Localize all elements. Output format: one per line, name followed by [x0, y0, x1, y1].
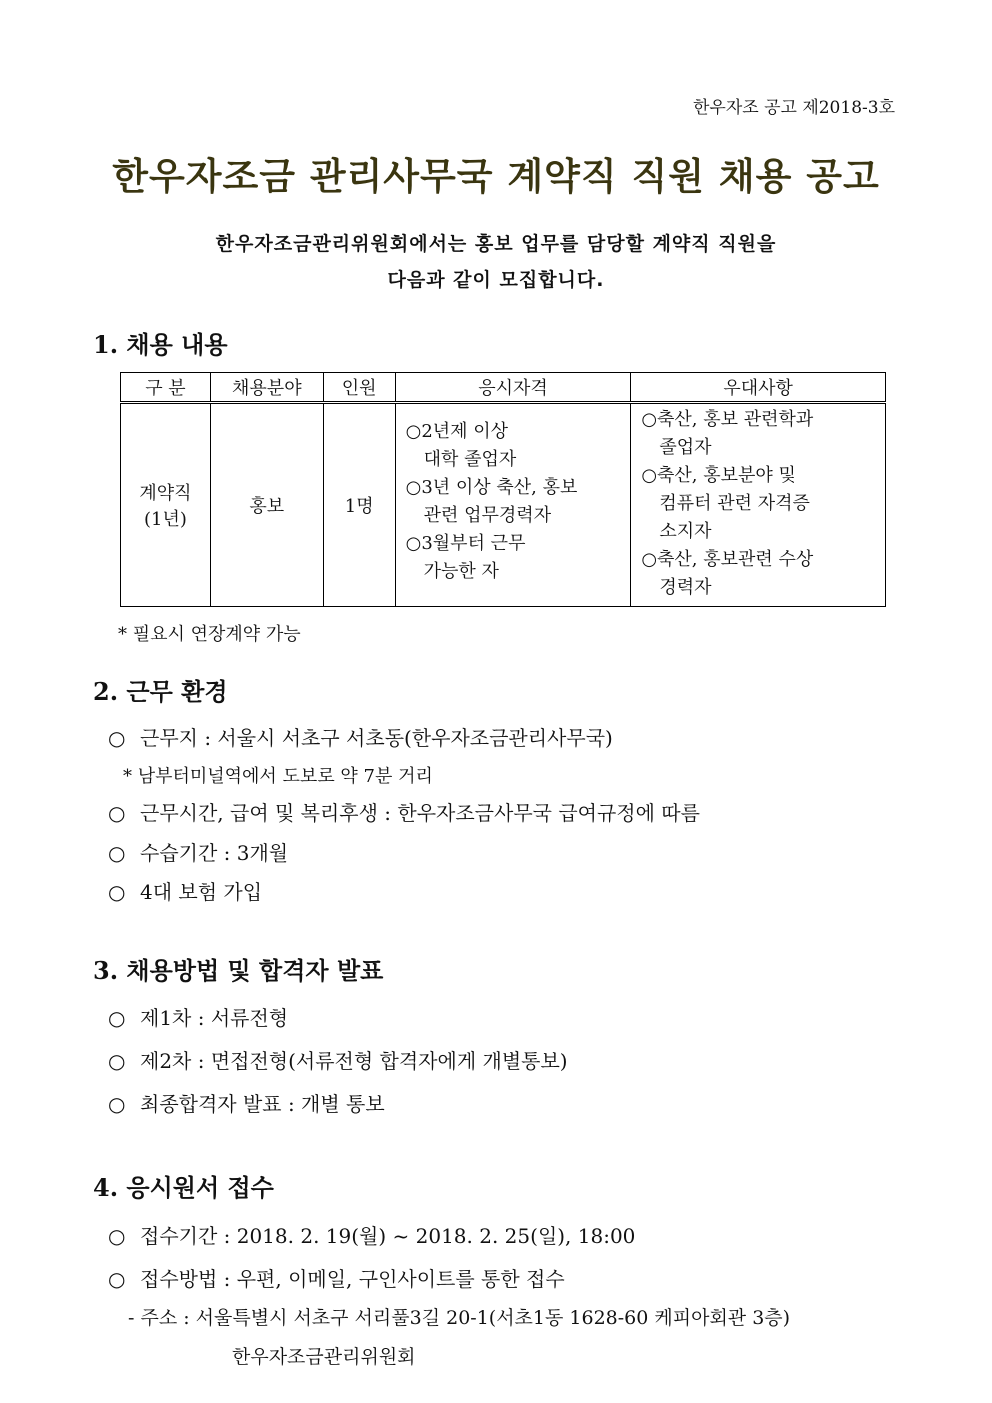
preference-2-cont-2: 소지자	[659, 521, 712, 542]
header-category: 구 분	[121, 373, 211, 403]
preference-2-cont-1: 컴퓨터 관련 자격증	[659, 493, 810, 514]
section2-item	[108, 876, 262, 905]
header-count: 인원	[323, 373, 395, 403]
section3-item-text: 제1차 : 서류전형	[140, 1006, 289, 1030]
section4-heading: 4. 응시원서 접수	[93, 1173, 274, 1202]
section3-item-text: 최종합격자 발표 : 개별 통보	[140, 1092, 385, 1116]
section3-item	[108, 1045, 568, 1074]
section1-heading: 1. 채용 내용	[93, 330, 228, 359]
bullet: ○	[108, 1049, 126, 1073]
category-line-1: 계약직	[139, 483, 192, 504]
qualification-3-cont: 가능한 자	[423, 561, 499, 582]
category-line-2: (1년)	[144, 509, 187, 530]
header-field: 채용분야	[210, 373, 323, 403]
qualification-1: ○2년제 이상	[405, 421, 509, 442]
section2-item	[108, 797, 700, 826]
header-preferences: 우대사항	[631, 373, 886, 403]
bullet: ○	[108, 880, 126, 904]
section2-item-text: 4대 보험 가입	[140, 880, 263, 904]
section2-heading: 2. 근무 환경	[93, 677, 228, 706]
section4-item	[108, 1220, 635, 1249]
section2-note: * 남부터미널역에서 도보로 약 7분 거리	[123, 766, 433, 787]
bullet: ○	[108, 1224, 126, 1248]
bullet: ○	[108, 1006, 126, 1030]
table-header-row	[121, 373, 886, 403]
section3-heading: 3. 채용방법 및 합격자 발표	[93, 956, 384, 985]
section3-item-text: 제2차 : 면접전형(서류전형 합격자에게 개별통보)	[140, 1049, 568, 1073]
cell-category	[121, 403, 211, 607]
preference-3-cont: 경력자	[659, 577, 712, 598]
section4-item-text: 접수기간 : 2018. 2. 19(월) ~ 2018. 2. 25(일), 18:00	[140, 1224, 636, 1248]
section2-item	[108, 837, 288, 866]
document-number: 한우자조 공고 제2018-3호	[692, 98, 895, 118]
bullet: ○	[108, 841, 126, 865]
section3-item	[108, 1088, 385, 1117]
qualification-1-cont: 대학 졸업자	[423, 449, 517, 470]
bullet: ○	[108, 1092, 126, 1116]
intro-line-2: 다음과 같이 모집합니다.	[387, 269, 605, 291]
intro-text	[0, 226, 992, 298]
bullet: ○	[108, 726, 126, 750]
section2-item-text: 수습기간 : 3개월	[140, 841, 289, 865]
section2-item	[108, 722, 613, 751]
qualification-2: ○3년 이상 축산, 홍보	[405, 477, 578, 498]
cell-field: 홍보	[210, 403, 323, 607]
qualification-2-cont: 관련 업무경력자	[423, 505, 552, 526]
section2-item-text: 근무시간, 급여 및 복리후생 : 한우자조금사무국 급여규정에 따름	[140, 801, 700, 825]
section3-item	[108, 1002, 288, 1031]
preference-2: ○축산, 홍보분야 및	[641, 465, 796, 486]
header-qualifications: 응시자격	[395, 373, 631, 403]
cell-count: 1명	[323, 403, 395, 607]
table-row	[121, 403, 886, 607]
bullet: ○	[108, 1267, 126, 1291]
page-title: 한우자조금 관리사무국 계약직 직원 채용 공고	[112, 155, 880, 198]
recipient-line: 한우자조금관리위원회	[232, 1346, 416, 1368]
section1-note: * 필요시 연장계약 가능	[118, 624, 301, 645]
section2-item-text: 근무지 : 서울시 서초구 서초동(한우자조금관리사무국)	[140, 726, 613, 750]
section4-item	[108, 1263, 565, 1292]
bullet: ○	[108, 801, 126, 825]
cell-preferences	[631, 403, 886, 607]
qualification-3: ○3월부터 근무	[405, 533, 526, 554]
cell-qualifications	[395, 403, 631, 607]
intro-line-1: 한우자조금관리위원회에서는 홍보 업무를 담당할 계약직 직원을	[215, 233, 777, 255]
recruitment-table	[120, 372, 886, 607]
section4-item-text: 접수방법 : 우편, 이메일, 구인사이트를 통한 접수	[140, 1267, 565, 1291]
preference-3: ○축산, 홍보관련 수상	[641, 549, 814, 570]
preference-1-cont: 졸업자	[659, 437, 712, 458]
preference-1: ○축산, 홍보 관련학과	[641, 409, 814, 430]
address-line: - 주소 : 서울특별시 서초구 서리풀3길 20-1(서초1동 1628-60 케피아회관 3층)	[128, 1307, 791, 1329]
